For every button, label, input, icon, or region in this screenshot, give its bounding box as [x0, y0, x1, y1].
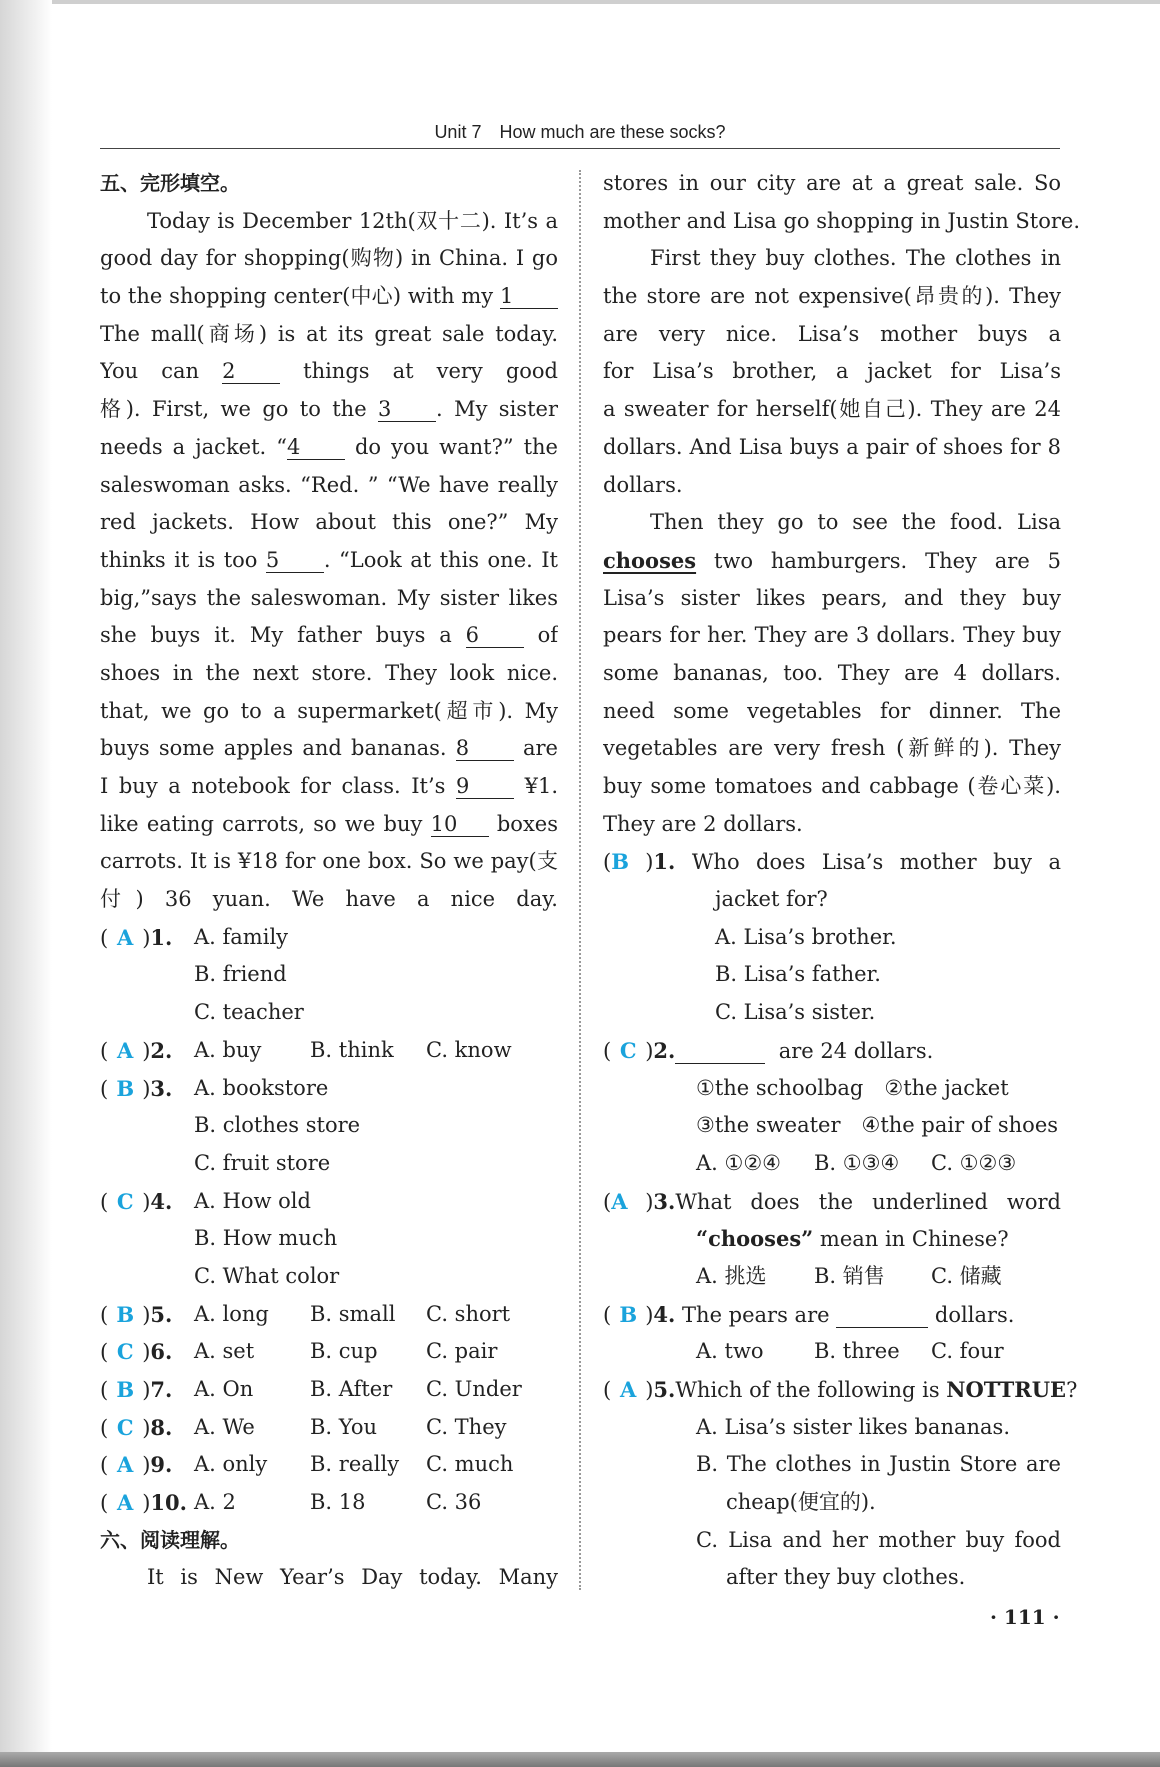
question-number: 7. — [150, 1377, 173, 1402]
cloze-blank: 6 — [466, 623, 524, 648]
option: A. family — [194, 924, 289, 949]
right-column — [603, 165, 1081, 1597]
cloze-blank: 5 — [266, 548, 324, 573]
cloze-blank: 1 — [500, 284, 558, 309]
options-row — [603, 1333, 1061, 1371]
passage-line: carrots. It is ¥18 for one box. So we pay(支 — [100, 849, 558, 874]
question-stem: are 24 dollars. — [778, 1038, 934, 1063]
question-stem-cont: jacket for? — [715, 887, 828, 912]
question-number: 5. — [653, 1377, 676, 1402]
passage-line: needs a jacket. “4 do you want?” the — [100, 434, 558, 459]
answer-mark: B — [611, 849, 629, 875]
section5-title: 五、完形填空。 — [100, 171, 240, 195]
question-number: 1. — [150, 924, 173, 950]
paren-open: ( — [100, 1491, 109, 1516]
passage-line: Then they go to see the food. Lisa — [650, 510, 1061, 535]
passage-line: saleswoman asks. “Red. ” “We have really — [100, 472, 558, 497]
option: B. think — [310, 1037, 394, 1062]
answer-mark: B — [116, 1075, 135, 1101]
paren-open: ( — [100, 1076, 109, 1101]
passage-line: The mall(商场) is at its great sale today. — [100, 321, 558, 346]
paren-open: ( — [100, 1415, 109, 1440]
paren-close: ) — [142, 1491, 151, 1516]
passage-line: need some vegetables for dinner. The — [603, 698, 1061, 723]
passage-line: to the shopping center(中心) with my 1 — [100, 278, 558, 316]
paren-open: ( — [100, 1378, 109, 1402]
option: A. buy — [194, 1037, 262, 1062]
answer-mark: B — [116, 1377, 135, 1402]
option: B. small — [310, 1301, 396, 1326]
passage-line: You can 2 things at very good — [100, 359, 558, 384]
options-row — [603, 1145, 1061, 1183]
question-row — [100, 919, 558, 957]
option: C. ①②③ — [931, 1150, 1017, 1175]
question-number: 1. — [653, 849, 676, 875]
paren-open: ( — [100, 1189, 109, 1214]
paren-close: ) — [142, 1415, 151, 1440]
answer-mark: A — [117, 1490, 134, 1516]
emphasis: NOTTRUE — [946, 1377, 1067, 1402]
answer-blank — [836, 1303, 928, 1328]
answer-blank — [675, 1039, 765, 1064]
question-stem-cont: “chooses” mean in Chinese? — [696, 1226, 1009, 1252]
cloze-blank: 10 — [431, 812, 489, 837]
answer-mark: C — [116, 1188, 134, 1214]
passage-line: that, we go to a supermarket(超市). My — [100, 698, 558, 723]
question-number: 2. — [150, 1037, 173, 1063]
passage-line: thinks it is too 5 . “Look at this one. It — [100, 547, 558, 572]
question-row — [100, 1371, 558, 1409]
option: A. Lisa’s brother. — [715, 924, 897, 949]
paren-open: ( — [100, 1453, 109, 1478]
passage-line: 格). First, we go to the 3 . My sister — [100, 397, 558, 422]
question-row — [100, 1484, 558, 1522]
paren-open: ( — [100, 925, 109, 950]
option: C. short — [426, 1301, 511, 1326]
option: A. We — [194, 1414, 255, 1439]
passage-line: some bananas, too. They are 4 dollars. — [603, 660, 1061, 685]
option: A. two — [696, 1339, 764, 1364]
option: B. really — [310, 1452, 400, 1477]
option: B. clothes store — [194, 1113, 361, 1138]
column-divider — [579, 170, 581, 1590]
paren-close: ) — [142, 1340, 151, 1365]
page-header: Unit 7 How much are these socks? — [434, 122, 726, 142]
option: C. four — [931, 1339, 1004, 1364]
passage-line: dollars. — [603, 472, 683, 497]
option: C. 36 — [426, 1490, 482, 1515]
cloze-blank: 4 — [287, 435, 345, 460]
passage-line: like eating carrots, so we buy 10 boxes — [100, 811, 558, 836]
passage-line: dollars. And Lisa buys a pair of shoes for 8 — [603, 434, 1061, 459]
option: B. friend — [194, 962, 287, 987]
option: B. How much — [194, 1226, 338, 1251]
cloze-blank: 8 — [456, 736, 514, 761]
passage-line: It is New Year’s Day today. Many — [147, 1565, 558, 1590]
question-3: (A )3.What does the underlined word — [603, 1183, 1061, 1221]
option: C. 储藏 — [931, 1263, 1002, 1288]
option: B. You — [310, 1414, 377, 1439]
page-shadow — [0, 0, 52, 1767]
passage-line: for Lisa’s brother, a jacket for Lisa’s — [603, 359, 1061, 384]
answer-mark: B — [116, 1301, 135, 1327]
answer-mark: A — [117, 1452, 134, 1478]
option: A. 2 — [194, 1490, 236, 1515]
question-4: ( B )4. The pears are dollars. — [603, 1296, 1061, 1334]
option: A. 挑选 — [696, 1263, 767, 1288]
option: C. fruit store — [194, 1150, 331, 1175]
cloze-blank: 2 — [222, 359, 280, 384]
passage-line: the store are not expensive(昂贵的). They — [603, 284, 1061, 309]
question-number: 3. — [653, 1188, 676, 1214]
option: A. Lisa’s sister likes bananas. — [696, 1414, 1010, 1439]
option: C. much — [426, 1452, 514, 1477]
paren-close: ) — [142, 1038, 151, 1063]
paren-close: ) — [142, 1378, 151, 1402]
passage-line: 付) 36 yuan. We have a nice day. — [100, 887, 558, 912]
paren-open: ( — [100, 1038, 109, 1063]
question-number: 5. — [150, 1301, 173, 1327]
item-list: ①the schoolbag ②the jacket — [696, 1075, 1009, 1100]
passage-line: Lisa’s sister likes pears, and they buy — [603, 585, 1061, 610]
question-number: 10. — [150, 1490, 187, 1516]
option: B. The clothes in Justin Store are — [696, 1452, 1061, 1477]
option: B. 18 — [310, 1490, 366, 1515]
option: B. cup — [310, 1339, 378, 1364]
passage-line: chooses two hamburgers. They are 5 — [603, 547, 1061, 573]
answer-mark: C — [619, 1037, 637, 1063]
option-cont: cheap(便宜的). — [726, 1490, 876, 1515]
question-number: 8. — [150, 1414, 173, 1440]
question-stem: What does the underlined word — [675, 1189, 1061, 1214]
option: A. ①②④ — [696, 1150, 781, 1175]
bottom-edge — [0, 1752, 1160, 1767]
answer-mark: B — [619, 1301, 638, 1327]
passage-line: pears for her. They are 3 dollars. They buy — [603, 623, 1061, 648]
cloze-blank: 9 — [456, 774, 514, 799]
key-word: “chooses” — [696, 1226, 814, 1252]
passage-line: buys some apples and bananas. 8 are — [100, 736, 558, 761]
passage-line: mother and Lisa go shopping in Justin Store. — [603, 208, 1081, 233]
section6-title: 六、阅读理解。 — [100, 1527, 240, 1552]
passage-line: a sweater for herself(她自己). They are 24 — [603, 397, 1061, 422]
page-number: · 111 · — [990, 1605, 1060, 1629]
question-5: ( A )5.Which of the following is NOTTRUE? — [603, 1371, 1061, 1409]
paren-close: ) — [142, 1302, 151, 1327]
passage-line: Today is December 12th(双十二). It’s a — [147, 208, 558, 233]
paren-close: ) — [142, 1076, 151, 1101]
passage-line: stores in our city are at a great sale. So — [603, 171, 1061, 195]
paren-close: ) — [142, 925, 151, 950]
question-row — [100, 1032, 558, 1070]
question-number: 6. — [150, 1339, 173, 1365]
question-row — [100, 1070, 558, 1108]
answer-mark: A — [611, 1188, 628, 1214]
passage-line: she buys it. My father buys a 6 of — [100, 623, 558, 648]
question-row — [100, 1446, 558, 1484]
option: B. Lisa’s father. — [715, 962, 881, 987]
option: C. Lisa’s sister. — [715, 1000, 876, 1025]
passage-line: big,”says the saleswoman. My sister likes — [100, 585, 558, 610]
option: C. What color — [194, 1263, 340, 1288]
top-edge — [0, 0, 1160, 4]
paren-close: ) — [142, 1189, 151, 1214]
question-1: (B )1. Who does Lisa’s mother buy a — [603, 843, 1061, 881]
question-number: 2. — [653, 1037, 676, 1063]
passage-line: are very nice. Lisa’s mother buys a — [603, 321, 1061, 346]
question-number: 9. — [150, 1452, 173, 1478]
passage-line: good day for shopping(购物) in China. I go — [100, 246, 558, 271]
option: C. They — [426, 1414, 507, 1439]
question-row — [100, 1409, 558, 1447]
question-row — [100, 1296, 558, 1334]
option: B. After — [310, 1377, 393, 1401]
header-rule — [100, 148, 1060, 149]
paren-open: ( — [603, 850, 612, 875]
passage-line: I buy a notebook for class. It’s 9 ¥1. — [100, 774, 558, 798]
left-column — [100, 165, 558, 1597]
passage-line: red jackets. How about this one?” My — [100, 510, 558, 535]
option: C. know — [426, 1037, 512, 1062]
question-number: 4. — [150, 1188, 173, 1214]
option: C. pair — [426, 1339, 498, 1364]
answer-mark: C — [116, 1339, 134, 1365]
paren-open: ( — [100, 1302, 109, 1327]
passage-line: shoes in the next store. They look nice. — [100, 655, 558, 693]
item-list: ③the sweater ④the pair of shoes — [696, 1113, 1059, 1138]
question-stem: Who does Lisa’s mother buy a — [691, 850, 1061, 875]
option: A. only — [194, 1452, 268, 1477]
question-stem: The pears are — [682, 1302, 830, 1327]
option: B. 销售 — [814, 1263, 885, 1288]
underlined-word: chooses — [603, 547, 697, 573]
option-cont: after they buy clothes. — [726, 1565, 966, 1590]
answer-mark: A — [620, 1377, 637, 1402]
cloze-blank: 3 — [378, 397, 436, 422]
passage-line: First they buy clothes. The clothes in — [650, 246, 1061, 271]
question-number: 4. — [653, 1301, 676, 1327]
option: B. three — [814, 1339, 900, 1364]
passage-line: buy some tomatoes and cabbage (卷心菜). — [603, 774, 1061, 798]
option: B. ①③④ — [814, 1150, 900, 1175]
option: C. teacher — [194, 1000, 304, 1025]
answer-mark: A — [117, 924, 134, 950]
paren-close: ) — [142, 1453, 151, 1478]
paren-open: ( — [100, 1340, 109, 1365]
passage-line: vegetables are very fresh (新鲜的). They — [603, 736, 1061, 761]
question-2: ( C )2. are 24 dollars. — [603, 1032, 1061, 1070]
option: C. Under — [426, 1377, 522, 1401]
options-row — [603, 1258, 1061, 1296]
question-row — [100, 1183, 558, 1221]
passage-line: They are 2 dollars. — [603, 811, 803, 836]
option: C. Lisa and her mother buy food — [696, 1527, 1061, 1552]
option: A. On — [194, 1377, 254, 1401]
answer-mark: A — [117, 1037, 134, 1063]
option: A. How old — [194, 1188, 311, 1213]
option: A. bookstore — [194, 1075, 329, 1100]
answer-mark: C — [116, 1414, 134, 1440]
option: A. long — [194, 1301, 269, 1326]
question-number: 3. — [150, 1075, 173, 1101]
question-row — [100, 1333, 558, 1371]
option: A. set — [194, 1339, 255, 1364]
